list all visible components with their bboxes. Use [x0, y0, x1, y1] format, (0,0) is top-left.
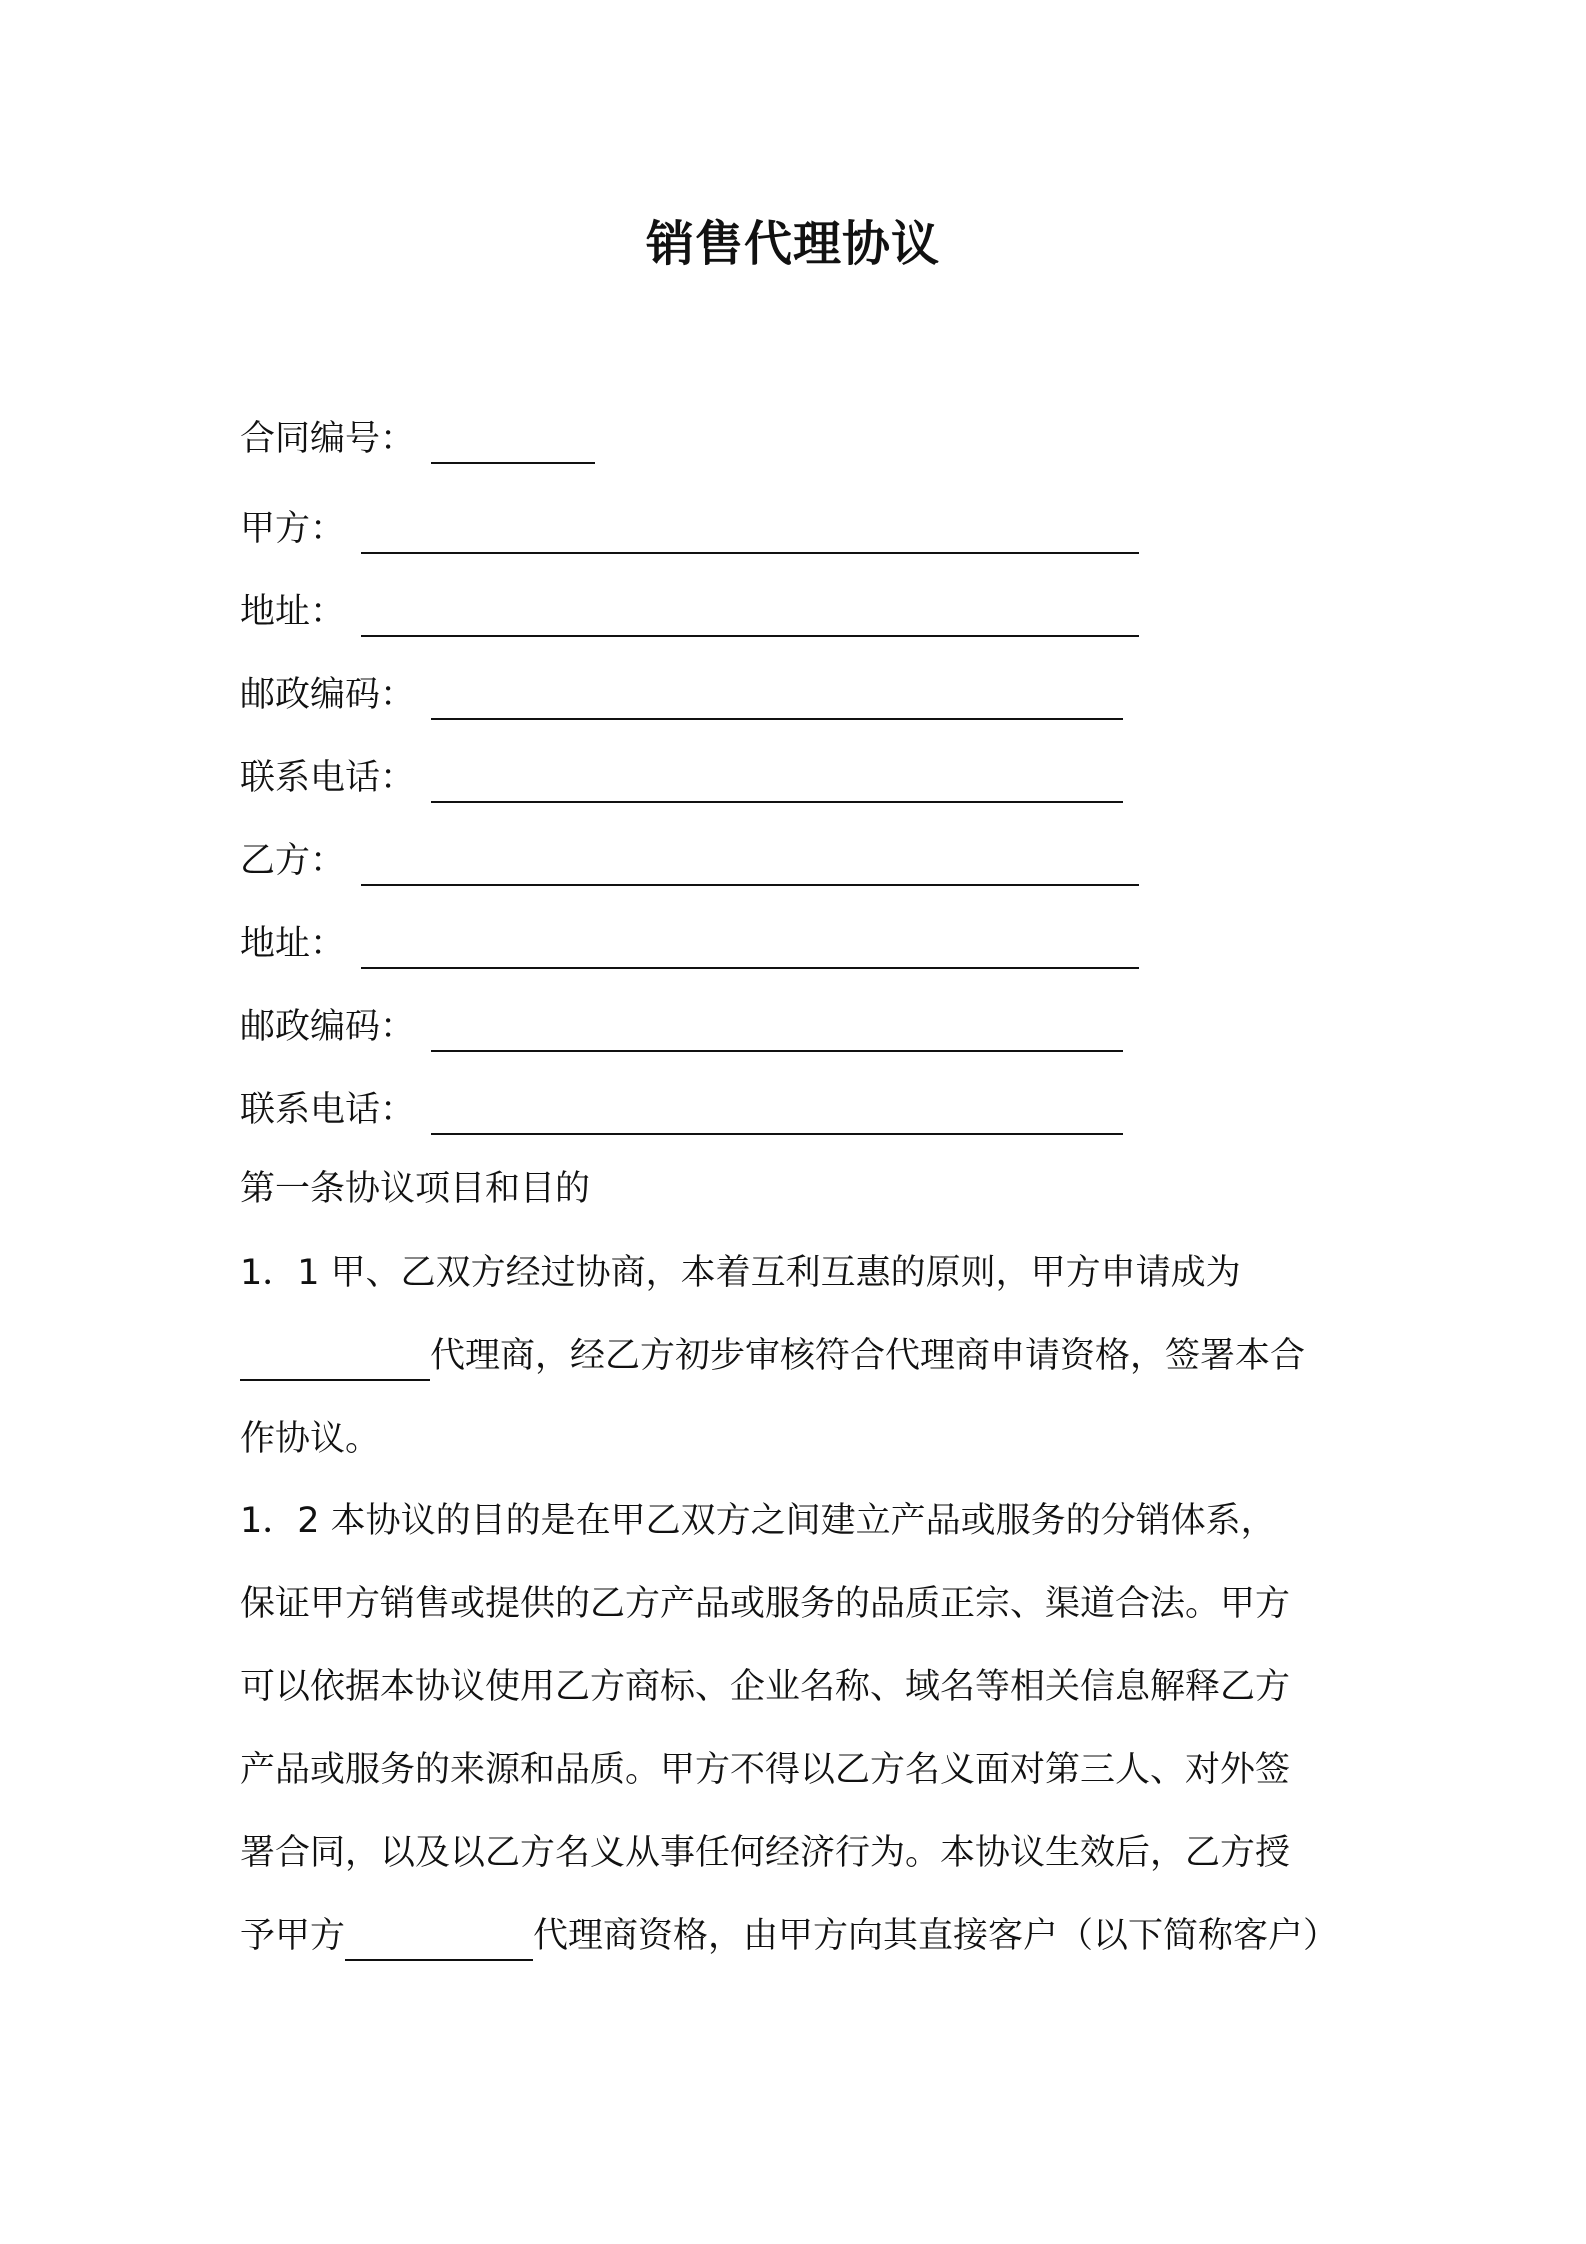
party-b-postcode-field [240, 1002, 1123, 1052]
party-b-address-blank [361, 921, 1139, 969]
clause-1-1-line-2 [240, 1331, 1350, 1381]
contract-number-blank [431, 416, 595, 464]
clause-1-2-line-3: 可以依据本协议使用乙方商标、企业名称、域名等相关信息解释乙方 [240, 1667, 1291, 1707]
party-b-postcode-label: 邮政编码： [240, 1007, 416, 1047]
party-a-address-label: 地址： [240, 592, 346, 632]
contract-number-label: 合同编号： [240, 419, 416, 459]
party-a-phone-blank [431, 755, 1123, 803]
party-b-label: 乙方： [240, 841, 346, 881]
party-b-address-field [240, 919, 1139, 969]
clause-1-2-line-6 [240, 1911, 1350, 1961]
clause-1-1-line-1: 1．1 甲、乙双方经过协商，本着互利互惠的原则，甲方申请成为 [240, 1253, 1241, 1293]
party-a-phone-label: 联系电话： [240, 758, 416, 798]
clause-1-2-line-1: 1．2 本协议的目的是在甲乙双方之间建立产品或服务的分销体系， [240, 1501, 1276, 1541]
party-a-postcode-field [240, 670, 1123, 720]
agent-type-blank [240, 1335, 430, 1381]
party-a-postcode-blank [431, 672, 1123, 720]
contract-number-field [240, 414, 595, 464]
clause-1-2-line-6-prefix: 予甲方 [240, 1916, 346, 1956]
party-b-phone-blank [431, 1087, 1123, 1135]
clause-1-2 [240, 1496, 1350, 1994]
clause-1-1 [240, 1248, 1350, 1497]
party-a-field [240, 504, 1139, 554]
clause-1-2-line-6-suffix: 代理商资格，由甲方向其直接客户（以下简称客户） [533, 1916, 1339, 1956]
party-b-address-label: 地址： [240, 924, 346, 964]
party-b-field [240, 836, 1139, 886]
party-a-address-field [240, 587, 1139, 637]
section-1-heading: 第一条协议项目和目的 [240, 1169, 591, 1209]
party-a-blank [361, 506, 1139, 554]
clause-1-1-line-3: 作协议。 [240, 1419, 381, 1459]
party-b-postcode-blank [431, 1004, 1123, 1052]
clause-1-2-line-5: 署合同，以及以乙方名义从事任何经济行为。本协议生效后，乙方授 [240, 1833, 1291, 1873]
party-b-phone-label: 联系电话： [240, 1090, 416, 1130]
party-a-phone-field [240, 753, 1123, 803]
party-b-phone-field [240, 1085, 1123, 1135]
party-a-label: 甲方： [240, 509, 346, 549]
party-a-postcode-label: 邮政编码： [240, 675, 416, 715]
clause-1-2-line-4: 产品或服务的来源和品质。甲方不得以乙方名义面对第三人、对外签 [240, 1750, 1291, 1790]
clause-1-1-line-2-text: 代理商，经乙方初步审核符合代理商申请资格，签署本合 [430, 1336, 1306, 1376]
agent-qualification-blank [345, 1915, 533, 1961]
document-title: 销售代理协议 [645, 216, 940, 272]
party-b-blank [361, 838, 1139, 886]
clause-1-2-line-2: 保证甲方销售或提供的乙方产品或服务的品质正宗、渠道合法。甲方 [240, 1584, 1291, 1624]
party-a-address-blank [361, 589, 1139, 637]
